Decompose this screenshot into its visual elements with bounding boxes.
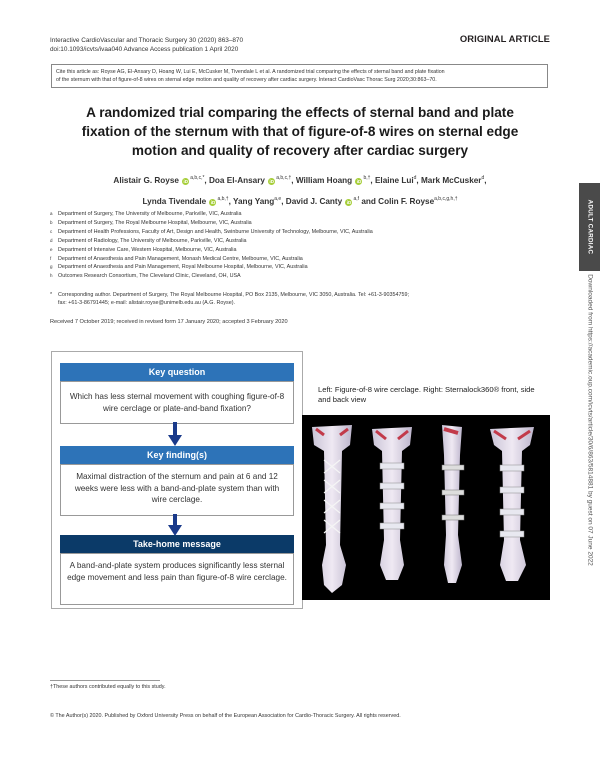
affiliation-text: Department of Anaesthesia and Pain Management, Royal Melbourne Hospital, Melbourne, VIC, Australia: [58, 264, 308, 271]
author-name: Colin F. Royse: [378, 197, 435, 206]
affiliation-text: Department of Anaesthesia and Pain Management, Monash Medical Centre, Melbourne, VIC, Australia: [58, 255, 303, 262]
author-affiliation-sup: a,e: [274, 196, 282, 202]
corresponding-marker: *: [50, 292, 53, 298]
journal-line: Interactive CardioVascular and Thoracic Surgery 30 (2020) 863–870: [50, 37, 244, 44]
take-home-header: Take-home message: [60, 535, 294, 553]
affiliation-item: [50, 237, 373, 246]
author-list: Alistair G. Royse $iD^{a,b,c,*}$, Doa El-Ansary $iD^{a,b,c,\dagger}$, William Hoang $iD^{b,\dagger}$, Elaine Lui$^d$, Mark McCusker$^d$, Lynda Tivendale $iD^{a,b,\dagger}$, Yang Yang$^{a,e}$, David J. Canty iD$^{a,f}$ and Colin F. Royse$^{a,b,c,g,h,\dagger}$: [113, 175, 487, 206]
copyright-line: © The Author(s) 2020. Published by Oxford University Press on behalf of the European Association for Cardio-Thoracic Surgery. All rights reserved.: [50, 713, 401, 719]
affiliation-label: d: [50, 237, 53, 243]
affiliation-label: c: [50, 228, 53, 234]
orcid-icon[interactable]: iD: [356, 179, 362, 184]
author-affiliation-sup: a,b,c,g,h,†: [434, 196, 458, 202]
affiliation-label: b: [50, 219, 53, 225]
title-line-3: motion and quality of recovery after cardiac surgery: [131, 143, 469, 158]
affiliation-item: [50, 272, 373, 281]
author-name: Alistair G. Royse: [113, 176, 179, 185]
affiliation-item: [50, 210, 373, 219]
footnote: †These authors contributed equally to this study.: [50, 684, 166, 690]
take-home-box: [60, 553, 294, 605]
orcid-icon[interactable]: iD: [210, 200, 216, 205]
key-findings-header: Key finding(s): [60, 446, 294, 464]
section-side-tab-label: ADULT CARDIAC: [586, 199, 593, 255]
journal-header: [50, 36, 243, 54]
orcid-icon[interactable]: iD: [346, 200, 352, 205]
affiliation-label: g: [50, 264, 53, 270]
affiliation-text: Outcomes Research Consortium, The Cleveland Clinic, Cleveland, OH, USA: [58, 273, 241, 280]
figure-caption: Left: Figure-of-8 wire cerclage. Right: Sternalock360® front, side and back view: [318, 385, 535, 404]
article-type-label: ORIGINAL ARTICLE: [459, 33, 550, 44]
citation-box: [51, 64, 548, 88]
down-arrow-icon: [168, 514, 182, 536]
affiliation-item: [50, 228, 373, 237]
author-conjunction: and: [361, 197, 376, 206]
affiliations-list: [50, 210, 373, 281]
author-affiliation-sup: a,b,c,*: [190, 175, 205, 181]
doi-line[interactable]: doi:10.1093/icvts/ivaa040 Advance Access publication 1 April 2020: [50, 46, 239, 53]
affiliation-text: Department of Radiology, The University of Melbourne, Parkville, VIC, Australia: [58, 237, 247, 244]
affiliation-item: [50, 255, 373, 264]
author-affiliation-sup: a,b,c,†: [276, 175, 292, 181]
corresponding-line-2[interactable]: fax: +61-3-86791445; e-mail: alistair.royse@unimelb.edu.au (A.G. Royse).: [58, 299, 236, 306]
key-question-box: [60, 381, 294, 424]
author-affiliation-sup: d: [481, 175, 485, 181]
visual-abstract-panel: [51, 351, 303, 609]
title-line-2: fixation of the sternum with that of figure-of-8 wires on sternal edge: [81, 124, 519, 139]
affiliation-item: [50, 263, 373, 272]
article-title: [50, 103, 550, 160]
download-watermark-text: Downloaded from https://academic.oup.com/icvts/article/30/6/863/5814881 by guest on 07 June 2022: [586, 274, 594, 566]
key-question-header: Key question: [60, 363, 294, 381]
title-line-1: A randomized trial comparing the effects of sternal band and plate: [86, 105, 514, 120]
affiliation-label: h: [50, 273, 53, 279]
affiliation-item: [50, 219, 373, 228]
author-affiliation-sup: a,b,†: [217, 196, 229, 202]
author-name: David J. Canty: [285, 197, 343, 206]
affiliation-label: a: [50, 211, 53, 216]
corresponding-line-1: Corresponding author. Department of Surgery, The Royal Melbourne Hospital, PO Box 2135, Melbourne, VIC 3050, Australia. Tel: +61-3-90354759;: [58, 292, 410, 298]
affiliation-text: Department of Health Professions, Faculty of Art, Design and Health, Swinburne University of Technology, Melbourne, VIC, Australia: [58, 228, 373, 235]
download-watermark: [583, 250, 597, 590]
author-name: Mark McCusker: [420, 176, 482, 185]
key-question-text: Which has less sternal movement with coughing figure-of-8 wire cerclage or plate-and-band fixation?: [69, 392, 285, 413]
affiliation-text: Department of Surgery, The University of Melbourne, Parkville, VIC, Australia: [58, 211, 242, 217]
received-dates: Received 7 October 2019; received in revised form 17 January 2020; accepted 3 February 2020: [50, 319, 288, 325]
affiliation-item: [50, 246, 373, 255]
author-name: Doa El-Ansary: [208, 176, 265, 185]
key-findings-text: Maximal distraction of the sternum and pain at 6 and 12 weeks were less with a band-and-plate system than with wire cerclage.: [74, 472, 280, 504]
author-name: William Hoang: [295, 176, 353, 185]
author-name: Elaine Lui: [374, 176, 414, 185]
author-affiliation-sup: b,†: [363, 175, 371, 181]
affiliation-label: e: [50, 246, 53, 252]
affiliation-label: f: [50, 255, 52, 261]
author-name: Lynda Tivendale: [142, 197, 207, 206]
author-affiliation-sup: a,f: [353, 196, 360, 202]
citation-line-1: Cite this article as: Royse AG, El-Ansary D, Hoang W, Lui E, McCusker M, Tivendale L et al. A randomized trial comparing the effects of sternal band and plate fixation: [56, 69, 445, 75]
sternum-photos: [302, 415, 550, 600]
affiliation-text: Department of Surgery, The Royal Melbourne Hospital, Melbourne, VIC, Australia: [58, 219, 252, 226]
author-affiliation-sup: d: [413, 175, 417, 181]
take-home-text: A band-and-plate system produces significantly less sternal edge movement and less pain than figure-of-8 wire cerclage.: [67, 561, 287, 582]
corresponding-author: [50, 292, 510, 308]
citation-line-2: of the sternum with that of figure-of-8 wires on sternal edge motion and quality of recovery after cardiac surgery. Interact CardioVasc Thorac Surg 2020;30:863–70.: [56, 77, 437, 83]
down-arrow-icon: [168, 422, 182, 446]
orcid-icon[interactable]: iD: [183, 179, 188, 184]
affiliation-text: Department of Intensive Care, Western Hospital, Melbourne, VIC, Australia: [58, 246, 237, 253]
author-name: Yang Yang: [233, 197, 275, 206]
footnote-rule: [50, 680, 160, 681]
orcid-icon[interactable]: iD: [269, 179, 274, 184]
key-findings-box: [60, 464, 294, 516]
